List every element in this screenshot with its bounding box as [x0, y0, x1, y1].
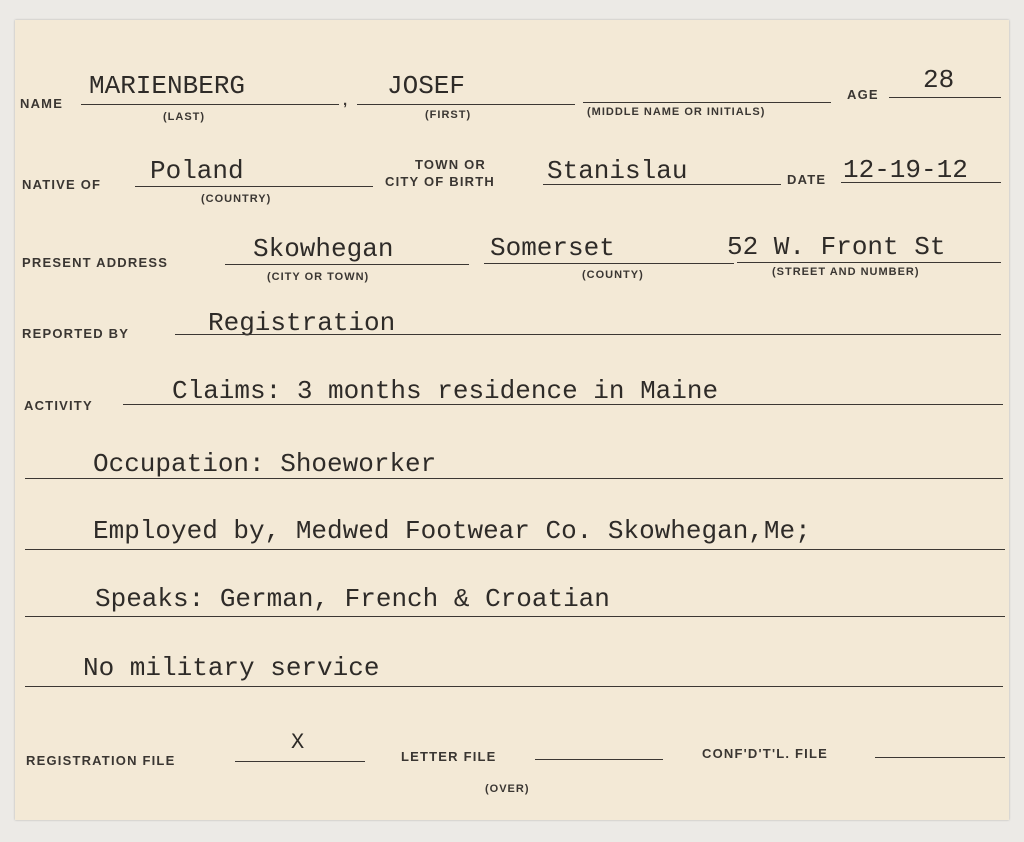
- reported-by-label: REPORTED BY: [22, 326, 130, 341]
- activity-line-1: Claims: 3 months residence in Maine: [172, 376, 719, 406]
- activity-line-1-rule: [123, 404, 1003, 405]
- street-sub-label: (STREET AND NUMBER): [772, 266, 920, 278]
- last-name-value: MARIENBERG: [89, 71, 246, 101]
- registration-card: [15, 20, 1009, 820]
- city-sub-label: (CITY OR TOWN): [267, 271, 370, 283]
- date-label: DATE: [787, 172, 827, 187]
- over-label: (OVER): [485, 783, 530, 795]
- letter-file-line: [535, 759, 663, 760]
- activity-line-2: Occupation: Shoeworker: [93, 449, 437, 479]
- first-name-sub-label: (FIRST): [425, 109, 472, 121]
- activity-line-2-rule: [25, 478, 1003, 479]
- name-separator: ,: [343, 92, 349, 109]
- reported-by-line: [175, 334, 1001, 335]
- address-street-value: 52 W. Front St: [727, 232, 946, 262]
- activity-label: ACTIVITY: [24, 398, 93, 413]
- age-value: 28: [923, 65, 955, 95]
- native-of-value: Poland: [150, 156, 244, 186]
- age-line: [889, 97, 1001, 98]
- present-address-label: PRESENT ADDRESS: [22, 255, 169, 270]
- birth-label-line2: CITY OF BIRTH: [385, 174, 495, 189]
- letter-file-label: LETTER FILE: [401, 749, 497, 764]
- native-of-label: NATIVE OF: [22, 177, 102, 192]
- address-county-line: [484, 263, 734, 264]
- county-sub-label: (COUNTY): [582, 269, 644, 281]
- activity-line-5: No military service: [83, 653, 380, 683]
- first-name-value: JOSEF: [387, 71, 466, 101]
- activity-line-3: Employed by, Medwed Footwear Co. Skowhegan,Me;: [93, 516, 811, 546]
- birth-city-line: [543, 184, 781, 185]
- last-name-line: [81, 104, 339, 105]
- country-sub-label: (COUNTRY): [201, 193, 272, 205]
- activity-line-4: Speaks: German, French & Croatian: [95, 584, 610, 614]
- age-label: AGE: [847, 87, 879, 102]
- middle-name-line: [583, 102, 831, 103]
- middle-name-sub-label: (MIDDLE NAME OR INITIALS): [587, 106, 766, 118]
- registration-file-line: [235, 761, 365, 762]
- activity-line-5-rule: [25, 686, 1003, 687]
- address-street-line: [737, 262, 1001, 263]
- registration-file-value: X: [291, 730, 305, 755]
- activity-line-3-rule: [25, 549, 1005, 550]
- birth-city-value: Stanislau: [547, 156, 688, 186]
- confidential-file-line: [875, 757, 1005, 758]
- last-name-sub-label: (LAST): [163, 111, 206, 123]
- address-city-line: [225, 264, 469, 265]
- address-county-value: Somerset: [490, 233, 615, 263]
- activity-line-4-rule: [25, 616, 1005, 617]
- registration-file-label: REGISTRATION FILE: [26, 753, 176, 768]
- date-value: 12-19-12: [843, 155, 968, 185]
- address-city-value: Skowhegan: [253, 234, 394, 264]
- date-line: [841, 182, 1001, 183]
- first-name-line: [357, 104, 575, 105]
- native-of-line: [135, 186, 373, 187]
- name-label: NAME: [20, 96, 64, 111]
- birth-label-line1: TOWN OR: [415, 157, 486, 172]
- reported-by-value: Registration: [208, 308, 396, 338]
- confidential-file-label: CONF'D'T'L. FILE: [702, 746, 828, 761]
